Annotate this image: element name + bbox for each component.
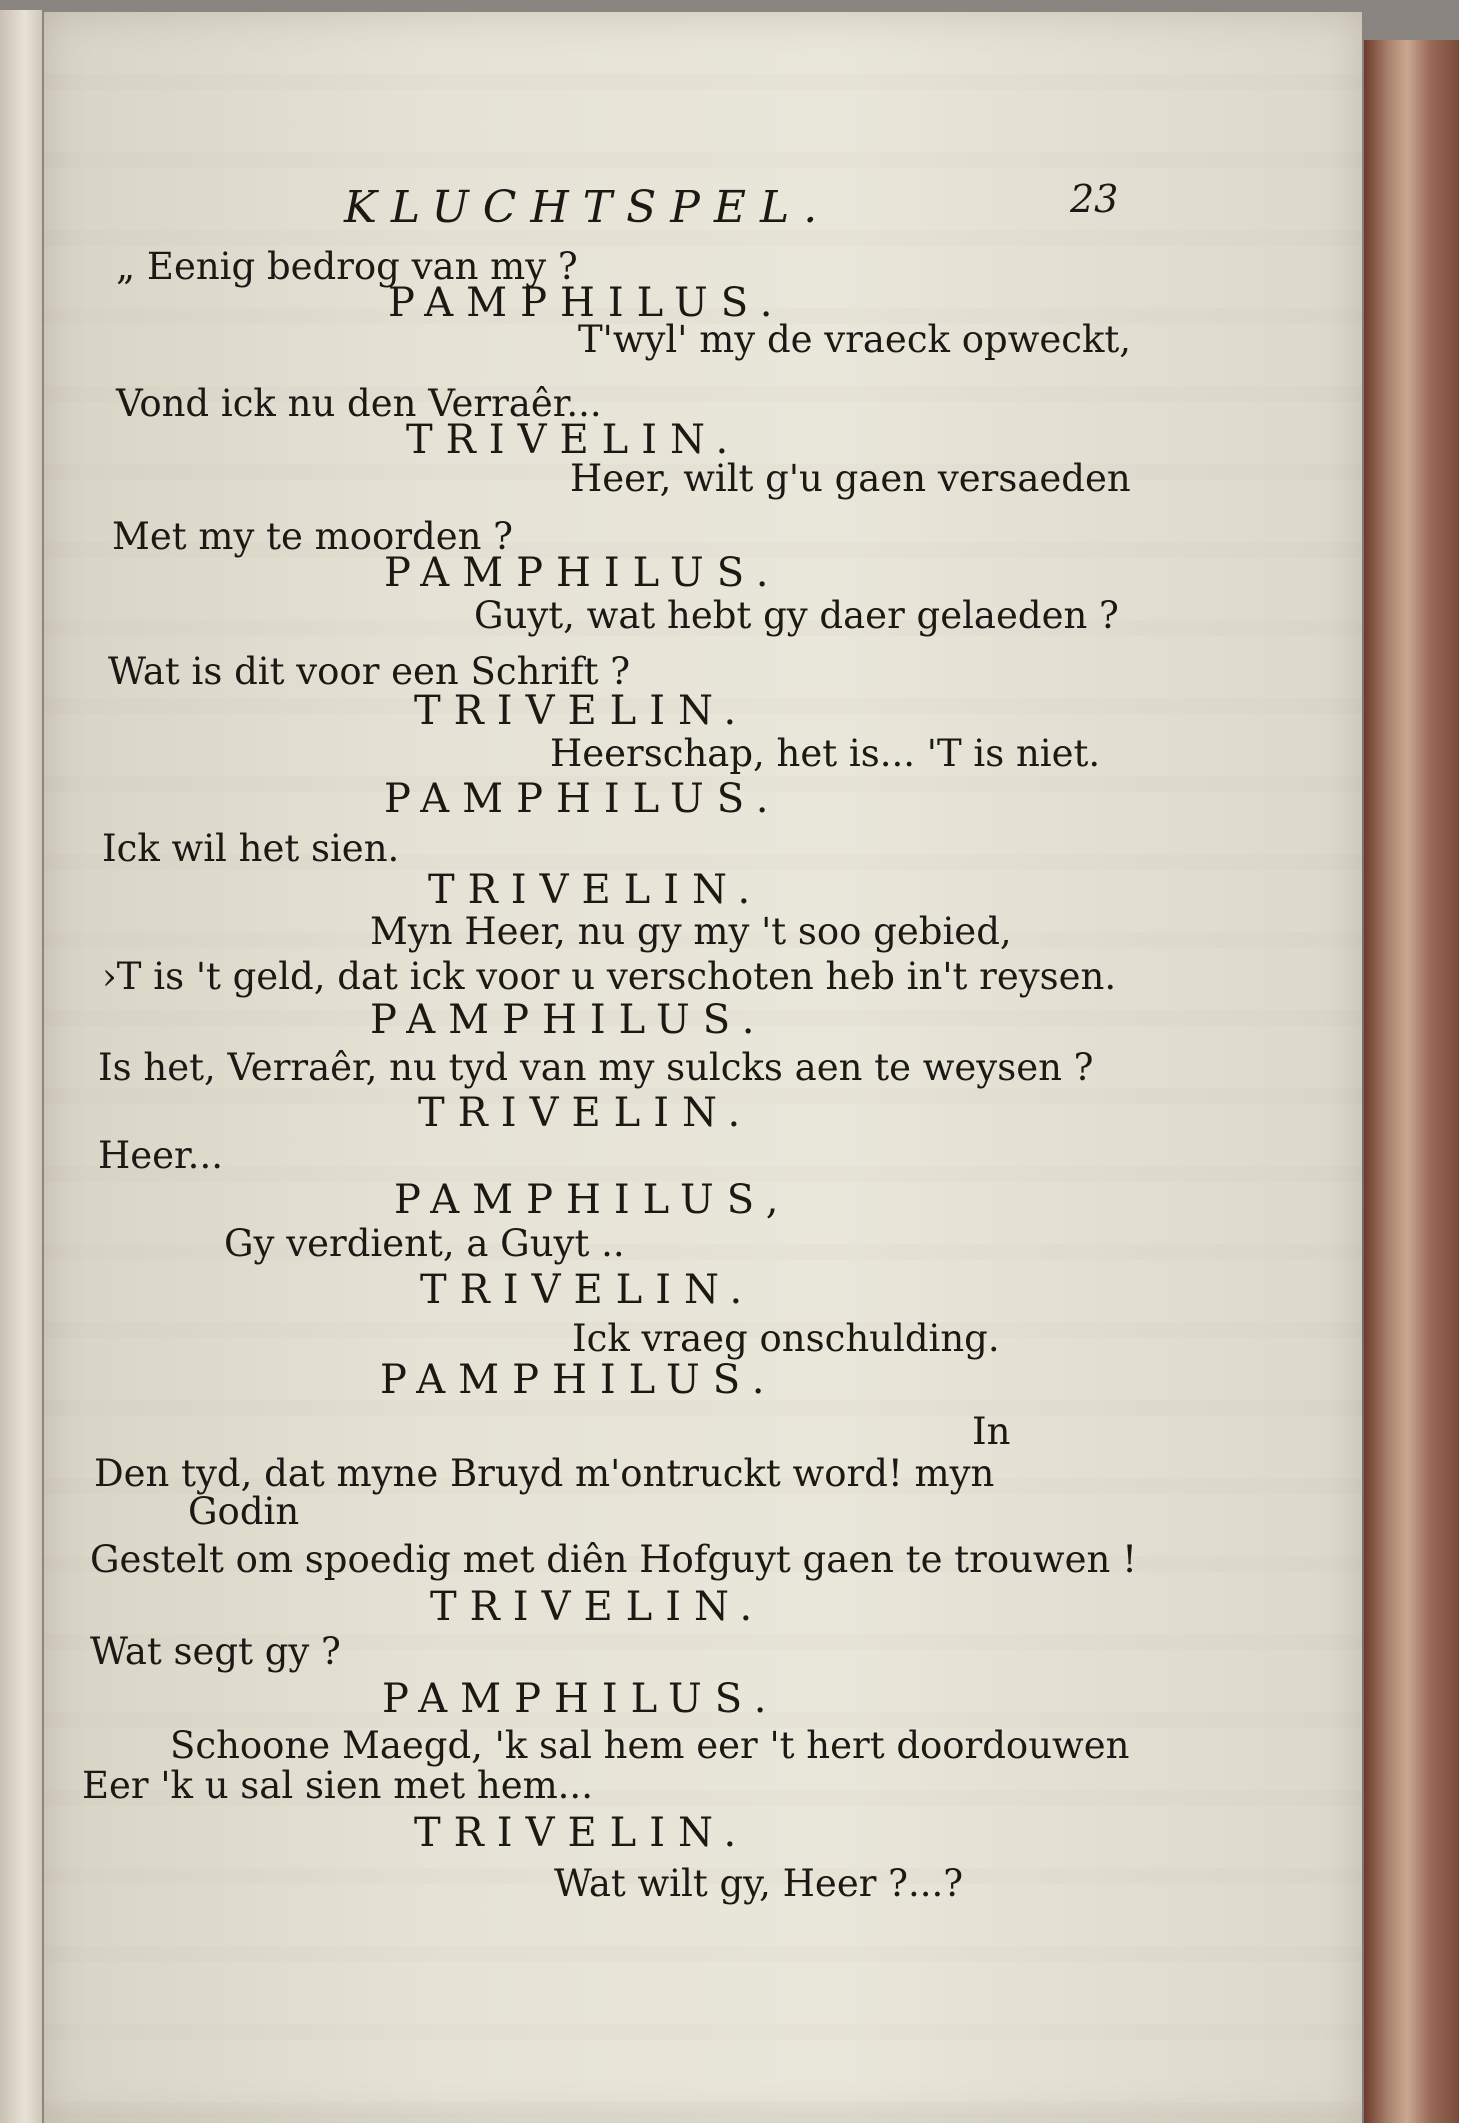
verse-line: Met my te moorden ? bbox=[112, 515, 514, 558]
speaker-name: PAMPHILUS. bbox=[370, 997, 768, 1043]
verse-line: Wat wilt gy, Heer ?...? bbox=[554, 1862, 964, 1905]
previous-page-edge bbox=[0, 10, 44, 2123]
verse-line: ›T is 't geld, dat ick voor u verschoten heb in't reysen. bbox=[102, 955, 1117, 998]
verse-line: Ick wil het sien. bbox=[102, 827, 400, 870]
book-cover-edge bbox=[1364, 40, 1459, 2123]
speaker-name: TRIVELIN. bbox=[428, 867, 764, 913]
page-number: 23 bbox=[1070, 177, 1119, 221]
verse-line: Gy verdient, a Guyt .. bbox=[224, 1222, 625, 1265]
verse-line: Heer, wilt g'u gaen versaeden bbox=[570, 457, 1131, 500]
speaker-name: TRIVELIN. bbox=[418, 1090, 754, 1136]
speaker-name: PAMPHILUS, bbox=[394, 1177, 792, 1223]
speaker-name: TRIVELIN. bbox=[414, 688, 750, 734]
verse-line: Schoone Maegd, 'k sal hem eer 't hert doordouwen bbox=[170, 1724, 1130, 1767]
verse-line: Wat segt gy ? bbox=[90, 1630, 341, 1673]
speaker-name: PAMPHILUS. bbox=[384, 550, 782, 596]
speaker-name: PAMPHILUS. bbox=[388, 280, 786, 326]
verse-line: Myn Heer, nu gy my 't soo gebied, bbox=[370, 910, 1012, 953]
verse-line: Heerschap, het is... 'T is niet. bbox=[550, 732, 1101, 775]
verse-line: „ Eenig bedrog van my ? bbox=[116, 245, 578, 288]
speaker-name: TRIVELIN. bbox=[420, 1267, 756, 1313]
verse-line: Gestelt om spoedig met diên Hofguyt gaen te trouwen ! bbox=[90, 1538, 1137, 1581]
verse-line: Heer... bbox=[98, 1134, 223, 1177]
running-title: KLUCHTSPEL. bbox=[344, 182, 832, 233]
speaker-name: PAMPHILUS. bbox=[382, 1676, 780, 1722]
verse-line: In bbox=[972, 1410, 1011, 1453]
verse-line: Guyt, wat hebt gy daer gelaeden ? bbox=[474, 594, 1119, 637]
speaker-name: TRIVELIN. bbox=[414, 1810, 750, 1856]
verse-line: Eer 'k u sal sien met hem... bbox=[82, 1764, 593, 1807]
speaker-name: PAMPHILUS. bbox=[380, 1357, 778, 1403]
verse-line: T'wyl' my de vraeck opweckt, bbox=[578, 318, 1132, 361]
verse-line: Is het, Verraêr, nu tyd van my sulcks aen te weysen ? bbox=[98, 1046, 1094, 1089]
speaker-name: TRIVELIN. bbox=[430, 1584, 766, 1630]
verse-line: Vond ick nu den Verraêr... bbox=[116, 382, 602, 425]
book-page bbox=[44, 12, 1362, 2123]
verse-line: Godin bbox=[188, 1490, 300, 1533]
speaker-name: TRIVELIN. bbox=[406, 417, 742, 463]
verse-line: Den tyd, dat myne Bruyd m'ontruckt word! myn bbox=[94, 1452, 995, 1495]
verse-line: Wat is dit voor een Schrift ? bbox=[108, 650, 631, 693]
speaker-name: PAMPHILUS. bbox=[384, 776, 782, 822]
verse-line: Ick vraeg onschulding. bbox=[572, 1317, 1000, 1360]
